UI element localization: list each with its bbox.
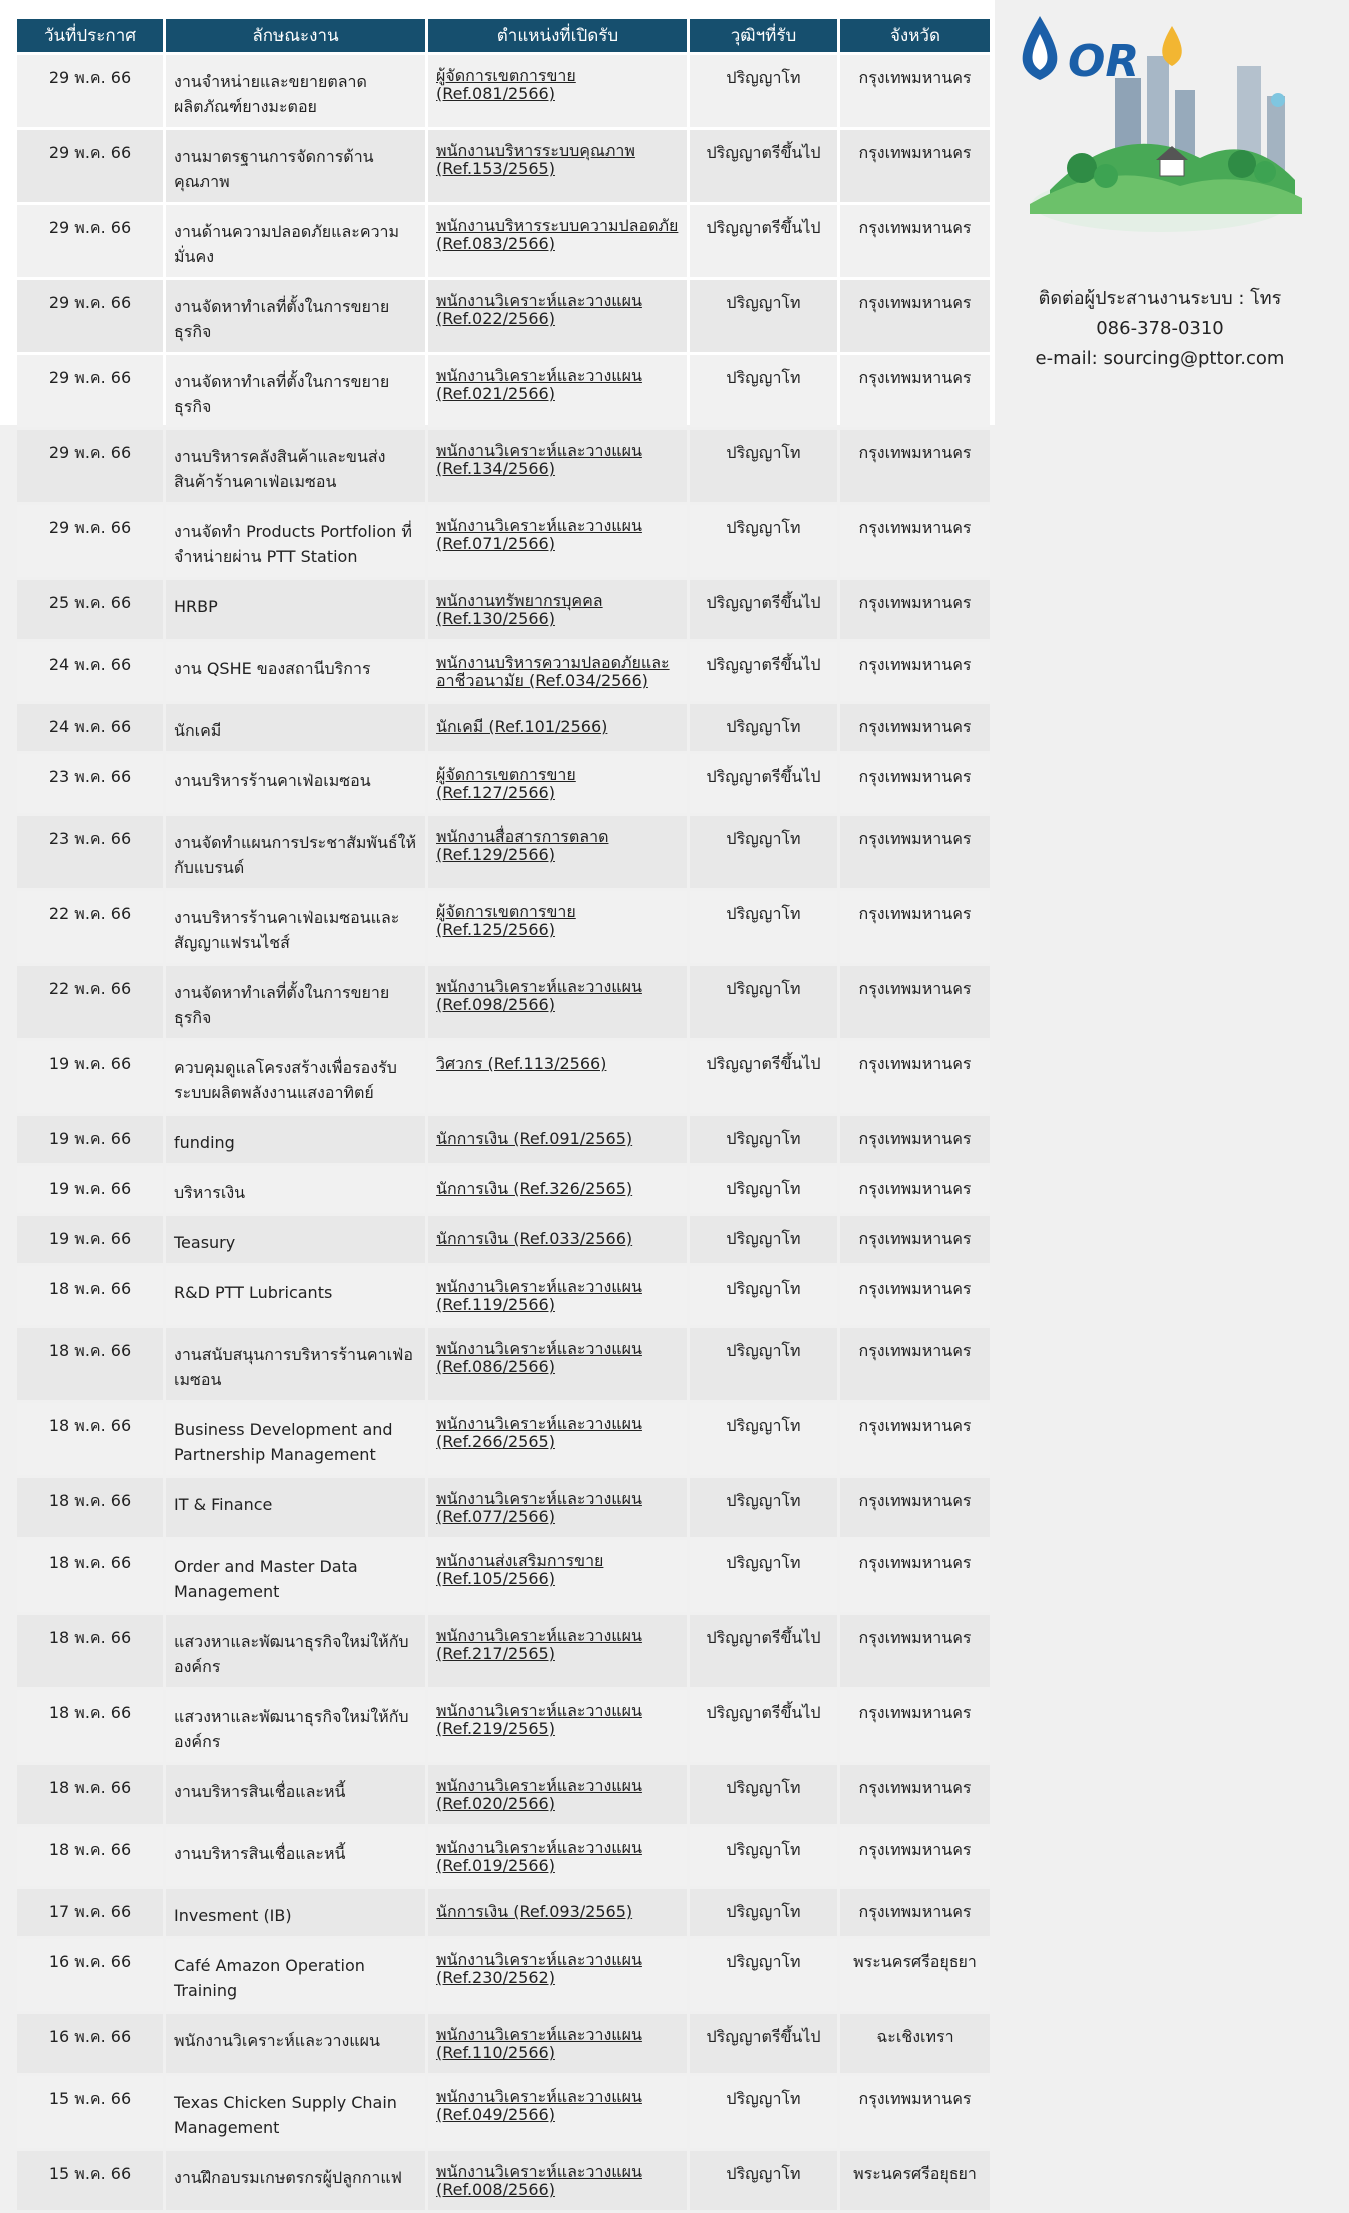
position-cell [428, 1827, 687, 1886]
table-row [17, 280, 990, 352]
position-link[interactable]: พนักงานบริหารความปลอดภัยและอาชีวอนามัย (Ref.034/2566) [436, 653, 670, 690]
date-cell: 29 พ.ค. 66 [17, 505, 163, 577]
header-position: ตำแหน่งที่เปิดรับ [428, 19, 687, 52]
table-row [17, 704, 990, 751]
table-row [17, 1328, 990, 1400]
province-cell: กรุงเทพมหานคร [840, 1478, 990, 1537]
job-description-cell: งานฝึกอบรมเกษตรกรผู้ปลูกกาแฟ [166, 2151, 425, 2210]
table-row [17, 355, 990, 427]
job-description-cell: งาน QSHE ของสถานีบริการ [166, 642, 425, 701]
date-cell: 29 พ.ค. 66 [17, 280, 163, 352]
position-cell [428, 642, 687, 701]
position-cell [428, 1328, 687, 1400]
job-description-cell: งานมาตรฐานการจัดการด้านคุณภาพ [166, 130, 425, 202]
date-cell: 18 พ.ค. 66 [17, 1690, 163, 1762]
position-link[interactable]: นักการเงิน (Ref.326/2565) [436, 1179, 633, 1198]
province-cell: กรุงเทพมหานคร [840, 430, 990, 502]
education-cell: ปริญญาโท [690, 280, 837, 352]
contact-phone: 086-378-0310 [1096, 318, 1224, 339]
position-cell [428, 1041, 687, 1113]
date-cell: 18 พ.ค. 66 [17, 1266, 163, 1325]
date-cell: 23 พ.ค. 66 [17, 816, 163, 888]
position-link[interactable]: พนักงานทรัพยากรบุคคล (Ref.130/2566) [436, 591, 603, 628]
position-cell [428, 2151, 687, 2210]
job-description-cell: ควบคุมดูแลโครงสร้างเพื่อรองรับระบบผลิตพลังงานแสงอาทิตย์ [166, 1041, 425, 1113]
province-cell: กรุงเทพมหานคร [840, 2076, 990, 2148]
education-cell: ปริญญาโท [690, 505, 837, 577]
date-cell: 18 พ.ค. 66 [17, 1478, 163, 1537]
job-description-cell: นักเคมี [166, 704, 425, 751]
education-cell: ปริญญาโท [690, 966, 837, 1038]
job-description-cell: งานบริหารสินเชื่อและหนี้ [166, 1765, 425, 1824]
date-cell: 29 พ.ค. 66 [17, 130, 163, 202]
table-row [17, 2014, 990, 2073]
job-listing-table [14, 16, 993, 2213]
position-cell [428, 205, 687, 277]
header-job-description: ลักษณะงาน [166, 19, 425, 52]
date-cell: 15 พ.ค. 66 [17, 2151, 163, 2210]
education-cell: ปริญญาตรีขึ้นไป [690, 1615, 837, 1687]
position-cell [428, 1939, 687, 2011]
position-cell [428, 754, 687, 813]
position-cell [428, 1266, 687, 1325]
position-cell [428, 355, 687, 427]
table-header-row [17, 19, 990, 52]
header-date: วันที่ประกาศ [17, 19, 163, 52]
province-cell: กรุงเทพมหานคร [840, 1116, 990, 1163]
province-cell: กรุงเทพมหานคร [840, 205, 990, 277]
job-description-cell: แสวงหาและพัฒนาธุรกิจใหม่ให้กับองค์กร [166, 1690, 425, 1762]
province-cell: กรุงเทพมหานคร [840, 754, 990, 813]
date-cell: 18 พ.ค. 66 [17, 1615, 163, 1687]
province-cell: กรุงเทพมหานคร [840, 355, 990, 427]
position-cell [428, 580, 687, 639]
position-link[interactable]: พนักงานวิเคราะห์และวางแผน (Ref.071/2566) [436, 516, 642, 553]
job-description-cell: Texas Chicken Supply Chain Management [166, 2076, 425, 2148]
position-cell [428, 1216, 687, 1263]
table-row [17, 1615, 990, 1687]
education-cell: ปริญญาตรีขึ้นไป [690, 2014, 837, 2073]
or-logo [1010, 8, 1310, 238]
province-cell: กรุงเทพมหานคร [840, 1216, 990, 1263]
position-link[interactable]: พนักงานบริหารระบบคุณภาพ (Ref.153/2565) [436, 141, 635, 178]
province-cell: กรุงเทพมหานคร [840, 1889, 990, 1936]
position-link[interactable]: พนักงานวิเคราะห์และวางแผน (Ref.086/2566) [436, 1339, 642, 1376]
table-row [17, 430, 990, 502]
province-cell: กรุงเทพมหานคร [840, 1166, 990, 1213]
job-description-cell: งานบริหารร้านคาเฟ่อเมซอนและสัญญาแฟรนไชส์ [166, 891, 425, 963]
header-education: วุฒิฯที่รับ [690, 19, 837, 52]
province-cell: กรุงเทพมหานคร [840, 1827, 990, 1886]
job-description-cell: Teasury [166, 1216, 425, 1263]
contact-info [1010, 284, 1310, 374]
table-row [17, 966, 990, 1038]
province-cell: กรุงเทพมหานคร [840, 580, 990, 639]
province-cell: กรุงเทพมหานคร [840, 891, 990, 963]
position-link[interactable]: พนักงานวิเคราะห์และวางแผน (Ref.219/2565) [436, 1701, 642, 1738]
position-cell [428, 1615, 687, 1687]
date-cell: 18 พ.ค. 66 [17, 1403, 163, 1475]
province-cell: กรุงเทพมหานคร [840, 505, 990, 577]
date-cell: 18 พ.ค. 66 [17, 1827, 163, 1886]
education-cell: ปริญญาโท [690, 1765, 837, 1824]
or-logo-illustration [1010, 8, 1310, 238]
position-link[interactable]: พนักงานวิเคราะห์และวางแผน (Ref.019/2566) [436, 1838, 642, 1875]
date-cell: 15 พ.ค. 66 [17, 2076, 163, 2148]
date-cell: 19 พ.ค. 66 [17, 1041, 163, 1113]
position-link[interactable]: พนักงานสื่อสารการตลาด (Ref.129/2566) [436, 827, 609, 864]
table-row [17, 2076, 990, 2148]
province-cell: กรุงเทพมหานคร [840, 966, 990, 1038]
job-description-cell: งานด้านความปลอดภัยและความมั่นคง [166, 205, 425, 277]
job-description-cell: funding [166, 1116, 425, 1163]
education-cell: ปริญญาโท [690, 1328, 837, 1400]
position-cell [428, 1166, 687, 1213]
province-cell: กรุงเทพมหานคร [840, 280, 990, 352]
position-link[interactable]: พนักงานวิเคราะห์และวางแผน (Ref.008/2566) [436, 2162, 642, 2199]
position-cell [428, 816, 687, 888]
education-cell: ปริญญาโท [690, 430, 837, 502]
job-description-cell: R&D PTT Lubricants [166, 1266, 425, 1325]
position-cell [428, 130, 687, 202]
province-cell: กรุงเทพมหานคร [840, 1690, 990, 1762]
job-description-cell: งานจำหน่ายและขยายตลาดผลิตภัณฑ์ยางมะตอย [166, 55, 425, 127]
job-description-cell: งานบริหารสินเชื่อและหนี้ [166, 1827, 425, 1886]
education-cell: ปริญญาโท [690, 2076, 837, 2148]
job-description-cell: งานจัดทำแผนการประชาสัมพันธ์ให้กับแบรนด์ [166, 816, 425, 888]
job-description-cell: บริหารเงิน [166, 1166, 425, 1213]
date-cell: 25 พ.ค. 66 [17, 580, 163, 639]
province-cell: กรุงเทพมหานคร [840, 1615, 990, 1687]
province-cell: กรุงเทพมหานคร [840, 130, 990, 202]
position-link[interactable]: พนักงานวิเคราะห์และวางแผน (Ref.020/2566) [436, 1776, 642, 1813]
job-description-cell: งานจัดทำ Products Portfolion ที่จำหน่ายผ่าน PTT Station [166, 505, 425, 577]
education-cell: ปริญญาตรีขึ้นไป [690, 580, 837, 639]
education-cell: ปริญญาโท [690, 891, 837, 963]
province-cell: กรุงเทพมหานคร [840, 1403, 990, 1475]
position-cell [428, 1690, 687, 1762]
education-cell: ปริญญาโท [690, 1216, 837, 1263]
position-cell [428, 891, 687, 963]
position-cell [428, 280, 687, 352]
education-cell: ปริญญาโท [690, 1166, 837, 1213]
position-link[interactable]: พนักงานวิเคราะห์และวางแผน (Ref.119/2566) [436, 1277, 642, 1314]
table-row [17, 754, 990, 813]
table-row [17, 1690, 990, 1762]
date-cell: 22 พ.ค. 66 [17, 966, 163, 1038]
position-link[interactable]: นักการเงิน (Ref.033/2566) [436, 1229, 633, 1248]
contact-label: ติดต่อผู้ประสานงานระบบ : โทร [1038, 288, 1282, 309]
position-cell [428, 1478, 687, 1537]
position-link[interactable]: พนักงานวิเคราะห์และวางแผน (Ref.022/2566) [436, 291, 642, 328]
position-link[interactable]: นักเคมี (Ref.101/2566) [436, 717, 608, 736]
table-row [17, 130, 990, 202]
date-cell: 18 พ.ค. 66 [17, 1328, 163, 1400]
table-row [17, 1166, 990, 1213]
table-row [17, 1041, 990, 1113]
date-cell: 16 พ.ค. 66 [17, 1939, 163, 2011]
job-description-cell: พนักงานวิเคราะห์และวางแผน [166, 2014, 425, 2073]
education-cell: ปริญญาโท [690, 1540, 837, 1612]
position-link[interactable]: พนักงานวิเคราะห์และวางแผน (Ref.077/2566) [436, 1489, 642, 1526]
table-row [17, 2151, 990, 2210]
date-cell: 22 พ.ค. 66 [17, 891, 163, 963]
position-cell [428, 1116, 687, 1163]
position-cell [428, 505, 687, 577]
education-cell: ปริญญาโท [690, 1403, 837, 1475]
province-cell: กรุงเทพมหานคร [840, 1540, 990, 1612]
province-cell: กรุงเทพมหานคร [840, 816, 990, 888]
education-cell: ปริญญาโท [690, 355, 837, 427]
position-cell [428, 2076, 687, 2148]
education-cell: ปริญญาโท [690, 1266, 837, 1325]
date-cell: 29 พ.ค. 66 [17, 55, 163, 127]
province-cell: กรุงเทพมหานคร [840, 1328, 990, 1400]
table-row [17, 1540, 990, 1612]
province-cell: ฉะเชิงเทรา [840, 2014, 990, 2073]
table-row [17, 1827, 990, 1886]
date-cell: 29 พ.ค. 66 [17, 430, 163, 502]
position-link[interactable]: พนักงานวิเคราะห์และวางแผน (Ref.110/2566) [436, 2025, 642, 2062]
date-cell: 16 พ.ค. 66 [17, 2014, 163, 2073]
province-cell: กรุงเทพมหานคร [840, 642, 990, 701]
position-cell [428, 430, 687, 502]
table-row [17, 1216, 990, 1263]
job-description-cell: Order and Master Data Management [166, 1540, 425, 1612]
education-cell: ปริญญาโท [690, 55, 837, 127]
education-cell: ปริญญาโท [690, 1478, 837, 1537]
position-cell [428, 1765, 687, 1824]
table-row [17, 55, 990, 127]
job-description-cell: Café Amazon Operation Training [166, 1939, 425, 2011]
job-description-cell: งานจัดหาทำเลที่ตั้งในการขยายธุรกิจ [166, 280, 425, 352]
table-row [17, 580, 990, 639]
province-cell: กรุงเทพมหานคร [840, 1041, 990, 1113]
date-cell: 19 พ.ค. 66 [17, 1166, 163, 1213]
education-cell: ปริญญาตรีขึ้นไป [690, 205, 837, 277]
header-province: จังหวัด [840, 19, 990, 52]
job-description-cell: งานจัดหาทำเลที่ตั้งในการขยายธุรกิจ [166, 355, 425, 427]
date-cell: 24 พ.ค. 66 [17, 704, 163, 751]
province-cell: กรุงเทพมหานคร [840, 55, 990, 127]
province-cell: พระนครศรีอยุธยา [840, 2151, 990, 2210]
job-description-cell: HRBP [166, 580, 425, 639]
education-cell: ปริญญาโท [690, 1889, 837, 1936]
table-row [17, 505, 990, 577]
table-row [17, 1266, 990, 1325]
job-description-cell: งานบริหารร้านคาเฟ่อเมซอน [166, 754, 425, 813]
position-link[interactable]: ผู้จัดการเขตการขาย (Ref.081/2566) [436, 66, 576, 103]
education-cell: ปริญญาโท [690, 1827, 837, 1886]
table-row [17, 1403, 990, 1475]
table-body [17, 55, 990, 2210]
table-row [17, 816, 990, 888]
education-cell: ปริญญาตรีขึ้นไป [690, 1041, 837, 1113]
job-description-cell: แสวงหาและพัฒนาธุรกิจใหม่ให้กับองค์กร [166, 1615, 425, 1687]
or-logo-text: OR [1068, 36, 1140, 87]
table-row [17, 1765, 990, 1824]
position-link[interactable]: พนักงานวิเคราะห์และวางแผน (Ref.049/2566) [436, 2087, 642, 2124]
position-cell [428, 704, 687, 751]
date-cell: 29 พ.ค. 66 [17, 355, 163, 427]
table-row [17, 891, 990, 963]
position-link[interactable]: พนักงานบริหารระบบความปลอดภัย (Ref.083/2566) [436, 216, 679, 253]
position-link[interactable]: พนักงานส่งเสริมการขาย (Ref.105/2566) [436, 1551, 604, 1588]
education-cell: ปริญญาโท [690, 2151, 837, 2210]
table-row [17, 1116, 990, 1163]
date-cell: 29 พ.ค. 66 [17, 205, 163, 277]
position-link[interactable]: พนักงานวิเคราะห์และวางแผน (Ref.266/2565) [436, 1414, 642, 1451]
position-cell [428, 1540, 687, 1612]
education-cell: ปริญญาตรีขึ้นไป [690, 754, 837, 813]
education-cell: ปริญญาโท [690, 704, 837, 751]
position-link[interactable]: พนักงานวิเคราะห์และวางแผน (Ref.098/2566) [436, 977, 642, 1014]
position-link[interactable]: นักการเงิน (Ref.093/2565) [436, 1902, 633, 1921]
table-row [17, 1478, 990, 1537]
education-cell: ปริญญาตรีขึ้นไป [690, 130, 837, 202]
province-cell: กรุงเทพมหานคร [840, 1765, 990, 1824]
province-cell: กรุงเทพมหานคร [840, 704, 990, 751]
position-cell [428, 1403, 687, 1475]
position-cell [428, 55, 687, 127]
job-description-cell: IT & Finance [166, 1478, 425, 1537]
table-row [17, 1939, 990, 2011]
job-description-cell: งานบริหารคลังสินค้าและขนส่งสินค้าร้านคาเฟ่อเมซอน [166, 430, 425, 502]
table-row [17, 1889, 990, 1936]
position-link[interactable]: ผู้จัดการเขตการขาย (Ref.125/2566) [436, 902, 576, 939]
position-link[interactable]: พนักงานวิเคราะห์และวางแผน (Ref.134/2566) [436, 441, 642, 478]
job-description-cell: Business Development and Partnership Management [166, 1403, 425, 1475]
position-link[interactable]: วิศวกร (Ref.113/2566) [436, 1054, 607, 1073]
province-cell: กรุงเทพมหานคร [840, 1266, 990, 1325]
job-description-cell: งานจัดหาทำเลที่ตั้งในการขยายธุรกิจ [166, 966, 425, 1038]
contact-email: e-mail: sourcing@pttor.com [1035, 348, 1285, 369]
table-row [17, 205, 990, 277]
position-cell [428, 966, 687, 1038]
date-cell: 19 พ.ค. 66 [17, 1116, 163, 1163]
education-cell: ปริญญาโท [690, 816, 837, 888]
position-cell [428, 2014, 687, 2073]
date-cell: 23 พ.ค. 66 [17, 754, 163, 813]
date-cell: 19 พ.ค. 66 [17, 1216, 163, 1263]
position-link[interactable]: นักการเงิน (Ref.091/2565) [436, 1129, 633, 1148]
position-link[interactable]: ผู้จัดการเขตการขาย (Ref.127/2566) [436, 765, 576, 802]
job-description-cell: งานสนับสนุนการบริหารร้านคาเฟ่อเมซอน [166, 1328, 425, 1400]
date-cell: 17 พ.ค. 66 [17, 1889, 163, 1936]
position-link[interactable]: พนักงานวิเคราะห์และวางแผน (Ref.021/2566) [436, 366, 642, 403]
education-cell: ปริญญาโท [690, 1116, 837, 1163]
date-cell: 24 พ.ค. 66 [17, 642, 163, 701]
position-cell [428, 1889, 687, 1936]
education-cell: ปริญญาตรีขึ้นไป [690, 1690, 837, 1762]
education-cell: ปริญญาตรีขึ้นไป [690, 642, 837, 701]
date-cell: 18 พ.ค. 66 [17, 1765, 163, 1824]
education-cell: ปริญญาโท [690, 1939, 837, 2011]
position-link[interactable]: พนักงานวิเคราะห์และวางแผน (Ref.230/2562) [436, 1950, 642, 1987]
position-link[interactable]: พนักงานวิเคราะห์และวางแผน (Ref.217/2565) [436, 1626, 642, 1663]
province-cell: พระนครศรีอยุธยา [840, 1939, 990, 2011]
job-description-cell: Invesment (IB) [166, 1889, 425, 1936]
date-cell: 18 พ.ค. 66 [17, 1540, 163, 1612]
table-row [17, 642, 990, 701]
